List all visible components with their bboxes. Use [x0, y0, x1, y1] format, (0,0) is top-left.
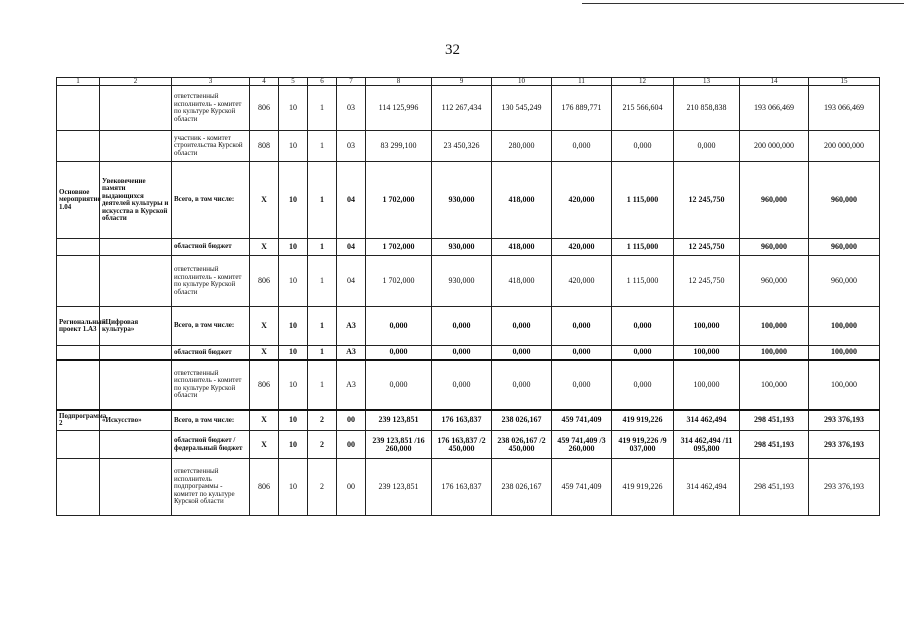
cell: Х: [250, 162, 279, 239]
cell: 100,000: [674, 346, 740, 360]
cell: 0,000: [366, 307, 432, 346]
cell: [57, 86, 100, 131]
table-row: [57, 360, 880, 410]
cell: 0,000: [674, 131, 740, 162]
cell: областной бюджет /федеральный бюджет: [172, 431, 250, 459]
cell: 1: [308, 86, 337, 131]
cell: 0,000: [366, 346, 432, 360]
header-cell: 14: [740, 78, 809, 86]
cell: Х: [250, 431, 279, 459]
table-row: [57, 459, 880, 516]
cell: 0,000: [432, 307, 492, 346]
cell: 10: [279, 307, 308, 346]
cell: 00: [337, 410, 366, 431]
cell: 10: [279, 346, 308, 360]
cell: областной бюджет: [172, 346, 250, 360]
cell: 100,000: [740, 360, 809, 410]
table-row: [57, 256, 880, 307]
cell: 114 125,996: [366, 86, 432, 131]
cell: 176 163,837 /2 450,000: [432, 431, 492, 459]
cell: 00: [337, 431, 366, 459]
cell: [100, 360, 172, 410]
cell: 314 462,494: [674, 410, 740, 431]
cell: 293 376,193: [809, 431, 880, 459]
cell: 100,000: [740, 346, 809, 360]
cell: 1: [308, 256, 337, 307]
cell: Основное мероприятие 1.04: [57, 162, 100, 239]
cell: [100, 459, 172, 516]
cell: 238 026,167 /2 450,000: [492, 431, 552, 459]
cell: 239 123,851: [366, 459, 432, 516]
cell: 0,000: [552, 307, 612, 346]
cell: [57, 131, 100, 162]
cell: 200 000,000: [809, 131, 880, 162]
cell: 2: [308, 431, 337, 459]
cell: 418,000: [492, 162, 552, 239]
table-row: [57, 431, 880, 459]
cell: Х: [250, 410, 279, 431]
cell: [57, 459, 100, 516]
cell: 100,000: [674, 307, 740, 346]
cell: 960,000: [740, 162, 809, 239]
cell: Всего, в том числе:: [172, 162, 250, 239]
cell: 1: [308, 346, 337, 360]
cell: [57, 360, 100, 410]
cell: 418,000: [492, 256, 552, 307]
cell: «Искусство»: [100, 410, 172, 431]
cell: 238 026,167: [492, 410, 552, 431]
cell: [100, 431, 172, 459]
cell: 930,000: [432, 239, 492, 256]
cell: ответственный исполнитель подпрограммы - комитет по культуре Курской области: [172, 459, 250, 516]
cell: 806: [250, 459, 279, 516]
cell: 04: [337, 162, 366, 239]
cell: 239 123,851: [366, 410, 432, 431]
table-row: [57, 307, 880, 346]
cell: 03: [337, 86, 366, 131]
cell: 1 115,000: [612, 256, 674, 307]
cell: 960,000: [809, 239, 880, 256]
header-cell: 15: [809, 78, 880, 86]
cell: 10: [279, 360, 308, 410]
cell: Региональный проект 1.А3: [57, 307, 100, 346]
cell: 459 741,409: [552, 459, 612, 516]
cell: 930,000: [432, 256, 492, 307]
cell: «Цифровая культура»: [100, 307, 172, 346]
cell: 960,000: [809, 256, 880, 307]
cell: 419 919,226: [612, 459, 674, 516]
cell: 1: [308, 239, 337, 256]
header-cell: 3: [172, 78, 250, 86]
cell: 176 163,837: [432, 410, 492, 431]
page-number: 32: [445, 42, 460, 58]
cell: 1 115,000: [612, 162, 674, 239]
header-cell: 9: [432, 78, 492, 86]
cell: 0,000: [612, 360, 674, 410]
header-cell: 4: [250, 78, 279, 86]
cell: 210 858,838: [674, 86, 740, 131]
cell: 1: [308, 307, 337, 346]
cell: Всего, в том числе:: [172, 307, 250, 346]
cell: 0,000: [552, 131, 612, 162]
cell: участник - комитет строительства Курской области: [172, 131, 250, 162]
cell: [57, 431, 100, 459]
cell: 0,000: [492, 360, 552, 410]
header-cell: 1: [57, 78, 100, 86]
cell: [100, 346, 172, 360]
cell: Всего, в том числе:: [172, 410, 250, 431]
cell: 193 066,469: [740, 86, 809, 131]
cell: 10: [279, 431, 308, 459]
cell: [100, 256, 172, 307]
cell: 960,000: [740, 256, 809, 307]
cell: А3: [337, 307, 366, 346]
cell: 1: [308, 360, 337, 410]
cell: 04: [337, 239, 366, 256]
cell: 960,000: [809, 162, 880, 239]
cell: [100, 239, 172, 256]
cell: 112 267,434: [432, 86, 492, 131]
cell: 0,000: [552, 360, 612, 410]
cell: 420,000: [552, 256, 612, 307]
cell: А3: [337, 346, 366, 360]
cell: Подпрограмма 2: [57, 410, 100, 431]
cell: Х: [250, 307, 279, 346]
cell: 193 066,469: [809, 86, 880, 131]
cell: ответственный исполнитель - комитет по культуре Курской области: [172, 256, 250, 307]
table-row: [57, 239, 880, 256]
cell: областной бюджет: [172, 239, 250, 256]
cell: 176 163,837: [432, 459, 492, 516]
cell: 239 123,851 /16 260,000: [366, 431, 432, 459]
cell: 0,000: [492, 307, 552, 346]
header-cell: 8: [366, 78, 432, 86]
cell: 314 462,494: [674, 459, 740, 516]
cell: 12 245,750: [674, 162, 740, 239]
cell: [100, 86, 172, 131]
cell: Х: [250, 239, 279, 256]
cell: [57, 256, 100, 307]
cell: 0,000: [366, 360, 432, 410]
cell: Х: [250, 346, 279, 360]
cell: 293 376,193: [809, 459, 880, 516]
cell: 419 919,226 /9 037,000: [612, 431, 674, 459]
cell: Увековечение памяти выдающихся деятелей культуры и искусства в Курской области: [100, 162, 172, 239]
header-cell: 5: [279, 78, 308, 86]
table-row: [57, 86, 880, 131]
header-cell: 13: [674, 78, 740, 86]
top-rule: [582, 3, 904, 4]
cell: 238 026,167: [492, 459, 552, 516]
cell: 100,000: [809, 346, 880, 360]
cell: 10: [279, 86, 308, 131]
cell: 0,000: [552, 346, 612, 360]
cell: 2: [308, 410, 337, 431]
header-cell: 2: [100, 78, 172, 86]
cell: 420,000: [552, 239, 612, 256]
cell: 0,000: [432, 360, 492, 410]
cell: 03: [337, 131, 366, 162]
cell: 10: [279, 239, 308, 256]
cell: 808: [250, 131, 279, 162]
cell: 1: [308, 131, 337, 162]
cell: 215 566,604: [612, 86, 674, 131]
cell: 0,000: [612, 346, 674, 360]
header-cell: 12: [612, 78, 674, 86]
cell: 200 000,000: [740, 131, 809, 162]
cell: 1: [308, 162, 337, 239]
header-cell: 6: [308, 78, 337, 86]
cell: 0,000: [432, 346, 492, 360]
cell: 298 451,193: [740, 410, 809, 431]
cell: 1 702,000: [366, 239, 432, 256]
cell: ответственный исполнитель - комитет по культуре Курской области: [172, 360, 250, 410]
cell: 0,000: [612, 307, 674, 346]
cell: 130 545,249: [492, 86, 552, 131]
header-row: [57, 78, 880, 86]
cell: 10: [279, 410, 308, 431]
cell: 293 376,193: [809, 410, 880, 431]
cell: 806: [250, 360, 279, 410]
cell: 04: [337, 256, 366, 307]
cell: 1 115,000: [612, 239, 674, 256]
cell: 960,000: [740, 239, 809, 256]
cell: 0,000: [492, 346, 552, 360]
cell: 83 299,100: [366, 131, 432, 162]
cell: 100,000: [809, 307, 880, 346]
table-row: [57, 346, 880, 360]
header-cell: 11: [552, 78, 612, 86]
cell: [57, 346, 100, 360]
cell: 298 451,193: [740, 459, 809, 516]
cell: 100,000: [740, 307, 809, 346]
cell: 1 702,000: [366, 162, 432, 239]
cell: 12 245,750: [674, 256, 740, 307]
cell: 298 451,193: [740, 431, 809, 459]
cell: 10: [279, 459, 308, 516]
cell: 10: [279, 162, 308, 239]
cell: 0,000: [612, 131, 674, 162]
cell: 1 702,000: [366, 256, 432, 307]
cell: [100, 131, 172, 162]
cell: 806: [250, 256, 279, 307]
cell: ответственный исполнитель - комитет по культуре Курской области: [172, 86, 250, 131]
cell: 00: [337, 459, 366, 516]
header-cell: 7: [337, 78, 366, 86]
cell: 314 462,494 /11 095,800: [674, 431, 740, 459]
cell: 459 741,409: [552, 410, 612, 431]
cell: 459 741,409 /3 260,000: [552, 431, 612, 459]
table-row: [57, 131, 880, 162]
cell: 420,000: [552, 162, 612, 239]
cell: 176 889,771: [552, 86, 612, 131]
cell: 280,000: [492, 131, 552, 162]
cell: 419 919,226: [612, 410, 674, 431]
cell: 100,000: [674, 360, 740, 410]
header-cell: 10: [492, 78, 552, 86]
budget-table: [56, 77, 880, 516]
cell: 2: [308, 459, 337, 516]
cell: 12 245,750: [674, 239, 740, 256]
cell: 10: [279, 256, 308, 307]
cell: 10: [279, 131, 308, 162]
cell: 418,000: [492, 239, 552, 256]
cell: 806: [250, 86, 279, 131]
cell: [57, 239, 100, 256]
table-row: [57, 162, 880, 239]
cell: 100,000: [809, 360, 880, 410]
cell: 23 450,326: [432, 131, 492, 162]
cell: А3: [337, 360, 366, 410]
table-row: [57, 410, 880, 431]
cell: 930,000: [432, 162, 492, 239]
